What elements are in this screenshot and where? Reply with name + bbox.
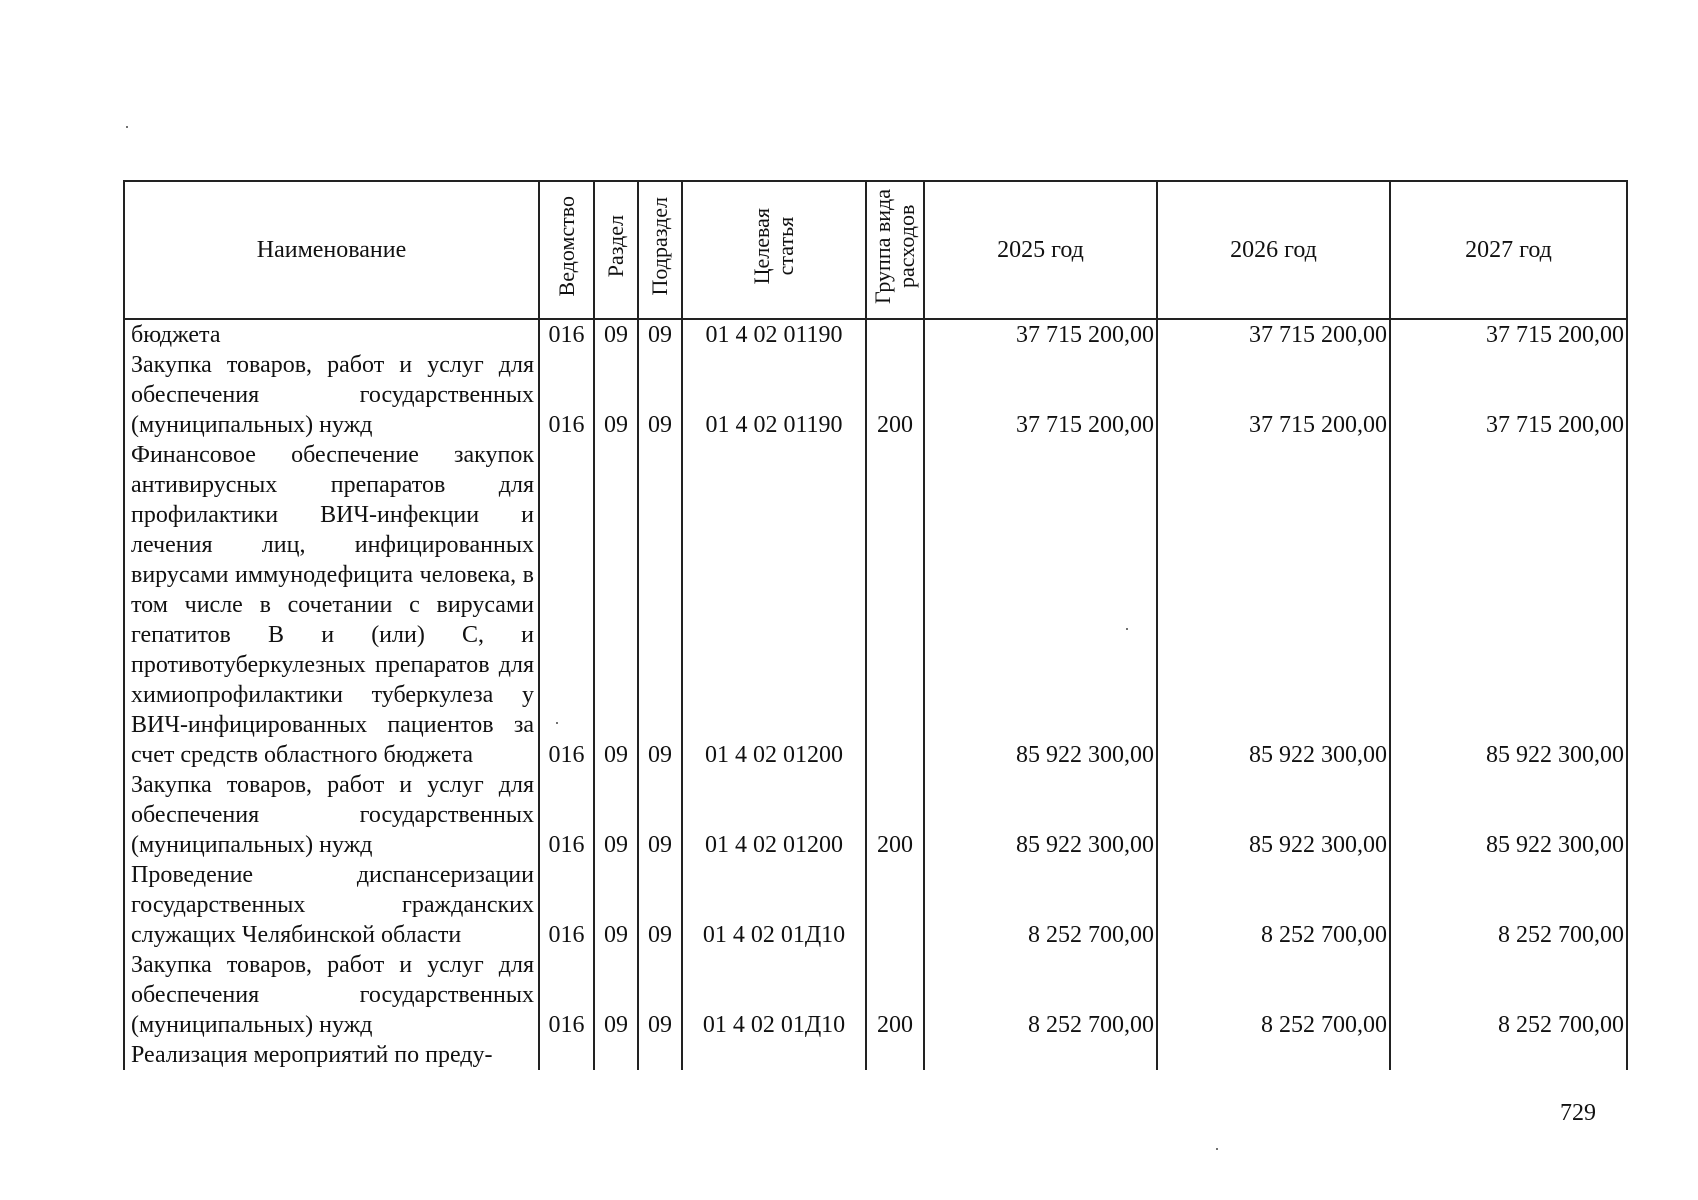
row-amount-2025: 37 715 200,00 [924,350,1157,440]
header-podrazdel: Подраздел [638,181,682,319]
row-podrazdel: 09 [638,860,682,950]
header-razdel: Раздел [594,181,638,319]
row-amount-2027: 85 922 300,00 [1390,770,1627,860]
row-amount-2026: 85 922 300,00 [1157,770,1390,860]
row-razdel: 09 [594,770,638,860]
header-year-2025: 2025 год [924,181,1157,319]
header-year-2027: 2027 год [1390,181,1627,319]
row-group [866,860,924,950]
row-amount-2027: 37 715 200,00 [1390,350,1627,440]
row-podrazdel: 09 [638,440,682,770]
row-amount-2027: 85 922 300,00 [1390,440,1627,770]
row-amount-2026: 8 252 700,00 [1157,860,1390,950]
page-number: 729 [1560,1100,1596,1126]
row-amount-2027: 8 252 700,00 [1390,860,1627,950]
header-year-2026: 2026 год [1157,181,1390,319]
row-amount-2026 [1157,1040,1390,1070]
table-row [124,1040,1627,1070]
row-name: Закупка товаров, работ и услуг для обеспечения государственных (муниципальных) нужд [124,350,539,440]
table-row [124,319,1627,350]
row-target: 01 4 02 01Д10 [682,950,866,1040]
row-razdel: 09 [594,860,638,950]
row-target: 01 4 02 01200 [682,770,866,860]
header-gruppa: Группа вида расходов [866,181,924,319]
row-podrazdel: 09 [638,350,682,440]
row-amount-2026: 85 922 300,00 [1157,440,1390,770]
row-group [866,1040,924,1070]
row-podrazdel: 09 [638,770,682,860]
row-ved: 016 [539,350,594,440]
table-row [124,860,1627,950]
table-header-row [124,181,1627,319]
table-row [124,770,1627,860]
table-row [124,350,1627,440]
row-name: Закупка товаров, работ и услуг для обеспечения государственных (муниципальных) нужд [124,770,539,860]
budget-table [123,180,1628,1070]
header-ved: Ведомство [539,181,594,319]
row-target: 01 4 02 01200 [682,440,866,770]
scan-speck [126,126,128,128]
row-name: бюджета [124,319,539,350]
row-amount-2025: 85 922 300,00 [924,770,1157,860]
row-amount-2025: 8 252 700,00 [924,860,1157,950]
row-amount-2027: 37 715 200,00 [1390,319,1627,350]
row-amount-2027 [1390,1040,1627,1070]
row-target: 01 4 02 01Д10 [682,860,866,950]
row-ved [539,1040,594,1070]
row-name: Проведение диспансеризации государственных гражданских служащих Челябинской области [124,860,539,950]
table-row [124,950,1627,1040]
row-razdel: 09 [594,950,638,1040]
row-target: 01 4 02 01190 [682,319,866,350]
row-group [866,440,924,770]
row-ved: 016 [539,950,594,1040]
row-podrazdel: 09 [638,950,682,1040]
row-razdel [594,1040,638,1070]
row-ved: 016 [539,770,594,860]
row-name: Реализация мероприятий по преду- [124,1040,539,1070]
row-amount-2025: 37 715 200,00 [924,319,1157,350]
row-razdel: 09 [594,319,638,350]
header-celevaya: Целевая статья [682,181,866,319]
row-podrazdel [638,1040,682,1070]
row-amount-2027: 8 252 700,00 [1390,950,1627,1040]
row-target [682,1040,866,1070]
scan-speck [1216,1148,1218,1150]
header-name: Наименование [124,181,539,319]
row-ved: 016 [539,440,594,770]
row-amount-2025: 8 252 700,00 [924,950,1157,1040]
row-amount-2026: 37 715 200,00 [1157,319,1390,350]
row-ved: 016 [539,319,594,350]
row-razdel: 09 [594,350,638,440]
table-row [124,440,1627,770]
row-razdel: 09 [594,440,638,770]
row-group: 200 [866,350,924,440]
row-amount-2026: 37 715 200,00 [1157,350,1390,440]
row-target: 01 4 02 01190 [682,350,866,440]
row-group: 200 [866,950,924,1040]
row-name: Закупка товаров, работ и услуг для обеспечения государственных (муниципальных) нужд [124,950,539,1040]
row-group: 200 [866,770,924,860]
row-ved: 016 [539,860,594,950]
row-group [866,319,924,350]
row-amount-2026: 8 252 700,00 [1157,950,1390,1040]
row-podrazdel: 09 [638,319,682,350]
row-amount-2025 [924,1040,1157,1070]
row-amount-2025: 85 922 300,00 [924,440,1157,770]
row-name: Финансовое обеспечение закупок антивирусных препаратов для профилактики ВИЧ-инфекции и лечения лиц, инфицированных вирусами иммунодефицита человека, в том числе в сочетании с вирусами гепатитов В и (или) С, и противотуберкулезных препаратов для химиопрофилактики туберкулеза у ВИЧ-инфицированных пациентов за счет средств областного бюджета [124,440,539,770]
